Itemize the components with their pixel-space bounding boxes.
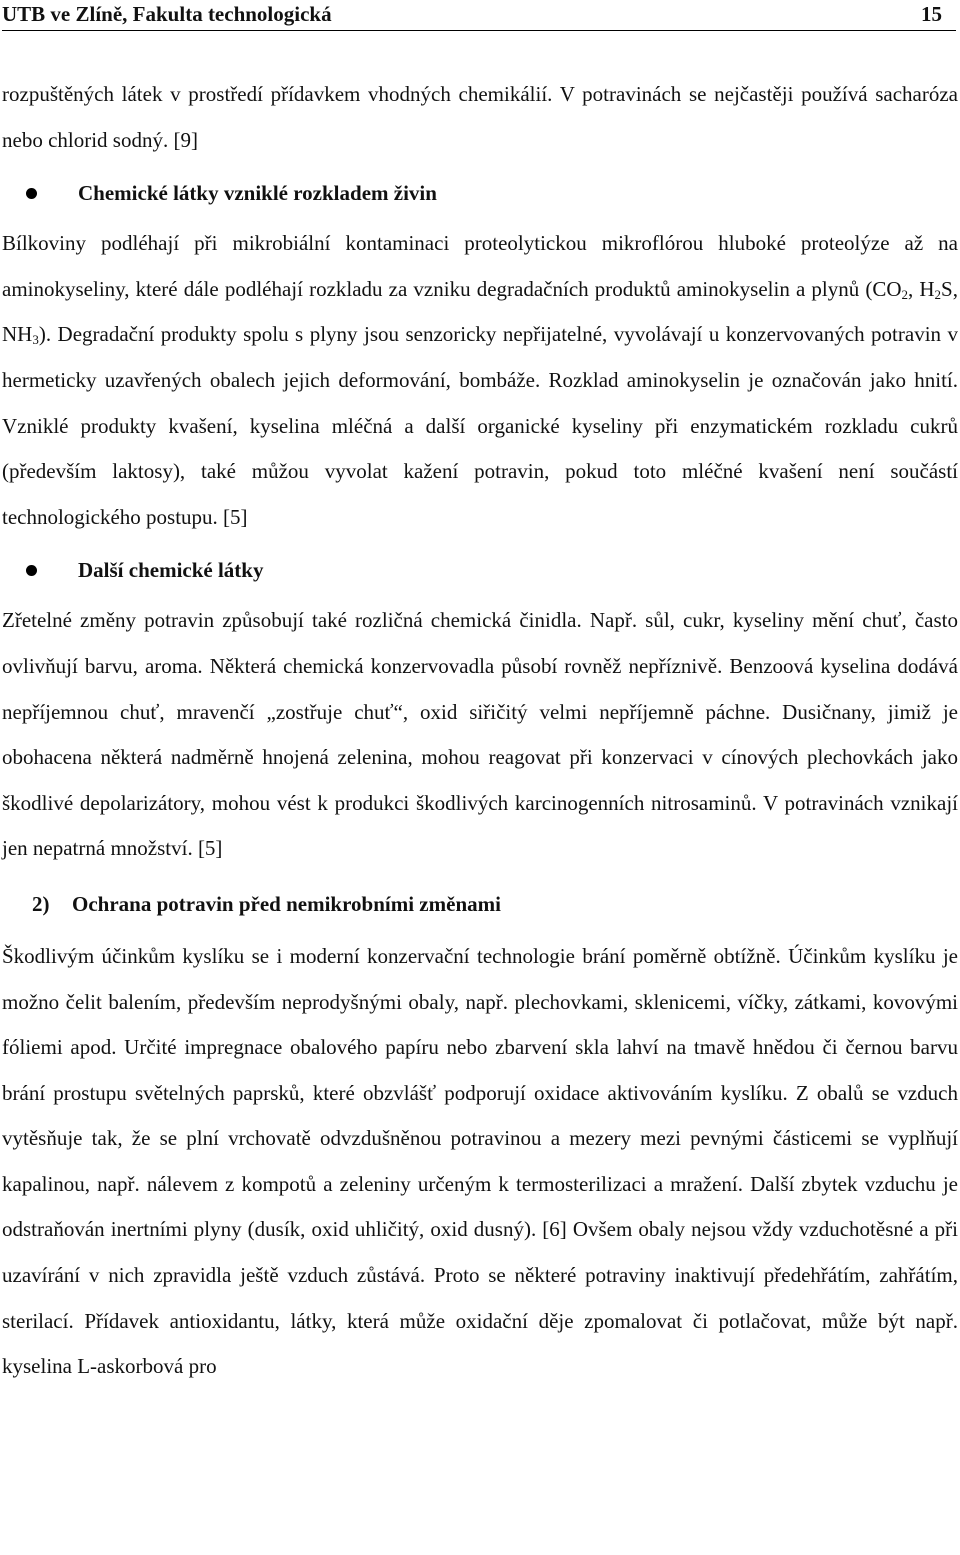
bullet-dot-icon bbox=[26, 565, 37, 576]
subscript-h2s: 2 bbox=[934, 286, 942, 302]
paragraph-2-text-b: , H bbox=[908, 276, 935, 301]
paragraph-2-text-a: Bílkoviny podléhají při mikrobiální kontaminaci proteolytickou mikroflórou hluboké proteolýze až na aminokyseliny, které dále podléhají rozkladu za vzniku degradačních produktů aminokyselin a plynů (CO bbox=[2, 231, 958, 301]
subscript-nh3: 3 bbox=[32, 332, 39, 348]
document-page bbox=[2, 0, 958, 1555]
paragraph-2-text-d: ). Degradační produkty spolu s plyny jsou senzoricky nepřijatelné, vyvolávají u konzervovaných potravin v hermeticky uzavřených obalech jejich deformování, bombáže. Rozklad aminokyselin je označován jako hnití. Vzniklé produkty kvašení, kyselina mléčná a další organické kyseliny při enzymatickém rozkladu cukrů (především laktosy), také můžou vyvolat kažení potravin, pokud toto mléčné kvašení není součástí technologického postupu. [5] bbox=[2, 322, 958, 529]
bullet-heading-1 bbox=[2, 177, 958, 209]
section-number: 2) bbox=[32, 891, 50, 916]
page-number: 15 bbox=[921, 2, 942, 26]
paragraph-3: Zřetelné změny potravin způsobují také rozličná chemická činidla. Např. sůl, cukr, kyseliny mění chuť, často ovlivňují barvu, aroma. Některá chemická konzervovadla působí rovněž nepříznivě. Benzoová kyselina dodává nepříjemnou chuť, mravenčí „zostřuje chuť“, oxid siřičitý velmi nepříjemně páchne. Dusičnany, jimiž je obohacena některá nadměrně hnojená zelenina, mohou reagovat při konzervaci v cínových plechovkách jako škodlivé depolarizátory, mohou vést k produkci škodlivých karcinogenních nitrosaminů. V potravinách vznikají jen nepatrná množství. [5] bbox=[2, 608, 958, 861]
section-title-text: Ochrana potravin před nemikrobními změnami bbox=[72, 891, 501, 916]
header-title: UTB ve Zlíně, Fakulta technologická bbox=[2, 2, 332, 26]
bullet-heading-2-text: Další chemické látky bbox=[78, 558, 264, 583]
bullet-dot-icon bbox=[26, 188, 37, 199]
paragraph-2-text-c: S, NH bbox=[2, 276, 958, 347]
page-header bbox=[2, 0, 956, 31]
document-body bbox=[2, 72, 958, 1390]
bullet-heading-1-text: Chemické látky vzniklé rozkladem živin bbox=[78, 181, 437, 206]
section-heading bbox=[2, 888, 958, 920]
subscript-co2: 2 bbox=[901, 286, 909, 302]
paragraph-4: Škodlivým účinkům kyslíku se i moderní konzervační technologie brání poměrně obtížně. Účinkům kyslíku je možno čelit balením, především neprodyšnými obaly, např. plechovkami, sklenicemi, víčky, zátkami, kovovými fóliemi apod. Určité impregnace obalového papíru nebo zbarvení skla lahví na tmavě hnědou či černou barvu brání prostupu světelných paprsků, které obzvlášť podporují oxidace aktivováním kyslíku. Z obalů se vzduch vytěsňuje tak, že se plní vrchovatě odvzdušněnou potravinou a mezery mezi pevnými částicemi se vyplňují kapalinou, např. nálevem z kompotů a zeleniny určeným k termosterilizaci a mražení. Další zbytek vzduchu je odstraňován inertními plyny (dusík, oxid uhličitý, oxid dusný). [6] Ovšem obaly nejsou vždy vzduchotěsné a při uzavírání v nich zpravidla ještě vzduch zůstává. Proto se některé potraviny inaktivují předehřátím, zahřátím, sterilací. Přídavek antioxidantu, látky, která může oxidační děje zpomalovat či potlačovat, může být např. kyselina L-askorbová pro bbox=[2, 943, 958, 1379]
bullet-heading-2 bbox=[2, 554, 958, 586]
paragraph-2 bbox=[2, 221, 958, 540]
paragraph-1: rozpuštěných látek v prostředí přídavkem vhodných chemikálií. V potravinách se nejčastěji používá sacharóza nebo chlorid sodný. [9] bbox=[2, 82, 958, 152]
